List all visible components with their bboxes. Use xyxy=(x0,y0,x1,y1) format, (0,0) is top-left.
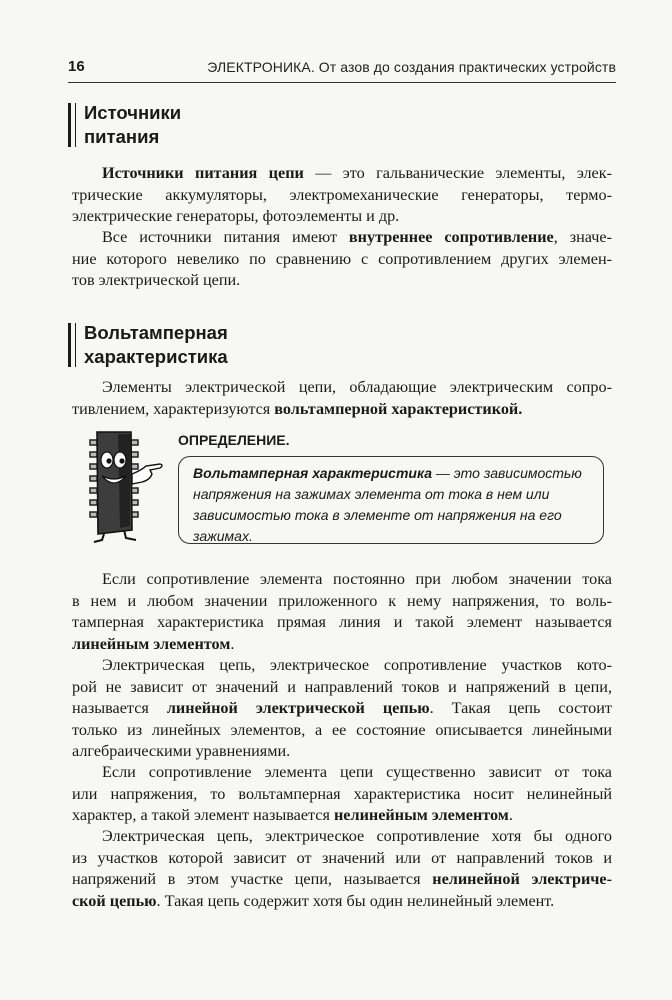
page-header xyxy=(68,56,616,83)
paragraph-nonlinear-element: Если сопротивление элемента цепи существенно зависит от тока или напряжения, то вольтамперная характеристика носит нелинейный характер, а такой элемент называется нелинейным элементом. xyxy=(72,763,612,824)
section-heading-iv-characteristic: Вольтамперная характеристика xyxy=(68,321,228,369)
paragraph-internal-resistance: Все источники питания имеют внутреннее сопротивление, значе- ние которого невелико по сравнению с сопротивлением других элемен- тов электрической цепи. xyxy=(72,228,613,289)
definition-box: Вольтамперная характеристика — это зависимостью напряжения на зажимах элемента от тока в нем или зависимостью тока в элементе от напряжения на его зажимах. xyxy=(178,456,604,544)
paragraph-nonlinear-circuit: Электрическая цепь, электрическое сопротивление хотя бы одного из участков которой зависит от значений или от направлений токов и напряжений в этом участке цепи, называется нелинейной электриче- ской цепью. Такая цепь содержит хотя бы один нелинейный элемент. xyxy=(72,827,612,910)
paragraph-linear-element: Если сопротивление элемента постоянно при любом значении тока в нем и любом значении приложенного к нему напряжения, то воль- тамперная характеристика прямая линия и такой элемент называется линейным элементом. xyxy=(72,570,612,653)
definition-term: Вольтамперная характеристика xyxy=(193,465,433,481)
definition-label: ОПРЕДЕЛЕНИЕ. xyxy=(178,432,290,448)
paragraph-iv-intro: Элементы электрической цепи, обладающие электрическим сопро- тивлением, характеризуются вольтамперной характеристикой. xyxy=(72,378,612,418)
chip-mascot-icon xyxy=(80,426,166,544)
paragraph-linear-circuit: Электрическая цепь, электрическое сопротивление участков кото- рой не зависит от значений и направлений токов и напряжений в цепи, называется линейной электрической цепью. Такая цепь состоит только из линейных элементов, а ее состояние описывается линейными алгебраическими уравнениями. xyxy=(72,656,612,760)
section-heading-power-sources: Источники питания xyxy=(68,101,181,149)
heading-bar xyxy=(68,323,76,367)
page-number: 16 xyxy=(68,58,85,75)
paragraph-power-sources: Источники питания цепи — это гальванические элементы, элек- трические аккумуляторы, электромеханические генераторы, термо- электрические генераторы, фотоэлементы и др. xyxy=(72,164,612,225)
heading-bar xyxy=(68,103,76,147)
running-title: ЭЛЕКТРОНИКА. От азов до создания практических устройств xyxy=(207,59,616,75)
